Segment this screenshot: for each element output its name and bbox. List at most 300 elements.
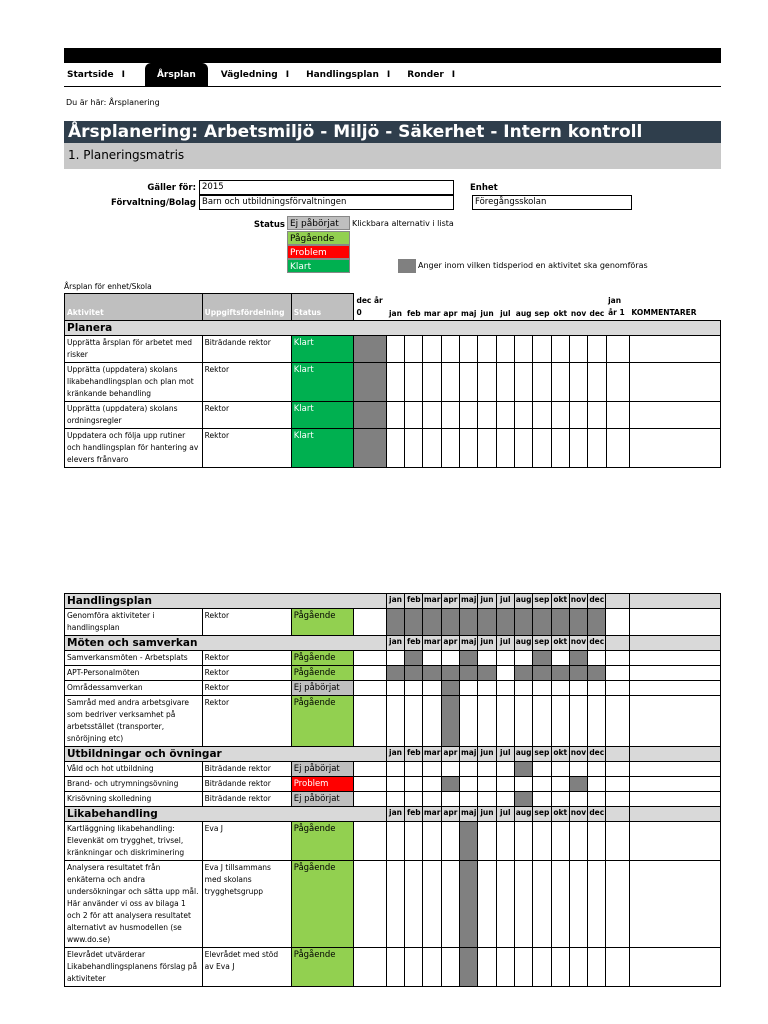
- jan-next-cell[interactable]: [606, 401, 629, 428]
- period-cell[interactable]: [551, 335, 569, 362]
- status-cell[interactable]: Klart: [291, 401, 354, 428]
- comment-cell[interactable]: [629, 651, 720, 666]
- period-cell[interactable]: [533, 666, 551, 681]
- period-cell[interactable]: [441, 335, 459, 362]
- period-cell[interactable]: [423, 822, 441, 861]
- period-cell[interactable]: [515, 428, 533, 467]
- period-cell[interactable]: [405, 609, 423, 636]
- period-cell[interactable]: [514, 666, 532, 681]
- period-cell[interactable]: [515, 335, 533, 362]
- period-cell[interactable]: [515, 401, 533, 428]
- period-cell[interactable]: [386, 401, 404, 428]
- period-cell[interactable]: [533, 609, 551, 636]
- period-cell[interactable]: [354, 401, 386, 428]
- period-cell[interactable]: [423, 335, 441, 362]
- period-cell[interactable]: [496, 948, 514, 987]
- period-cell[interactable]: [551, 762, 569, 777]
- period-cell[interactable]: [551, 609, 569, 636]
- period-cell[interactable]: [514, 792, 532, 807]
- period-cell[interactable]: [460, 792, 478, 807]
- period-cell[interactable]: [588, 762, 606, 777]
- period-cell[interactable]: [460, 822, 478, 861]
- period-cell[interactable]: [551, 861, 569, 948]
- status-cell[interactable]: Pågående: [291, 696, 354, 747]
- comment-cell[interactable]: [629, 762, 720, 777]
- period-cell[interactable]: [478, 777, 496, 792]
- period-cell[interactable]: [533, 681, 551, 696]
- month-header: maj: [460, 294, 478, 321]
- status-option-problem[interactable]: Problem: [287, 245, 350, 259]
- period-cell[interactable]: [405, 777, 423, 792]
- activity-cell: Elevrådet utvärderar Likabehandlingsplanens förslag på aktiviteter: [65, 948, 203, 987]
- header-status: Status: [291, 294, 354, 321]
- status-cell[interactable]: Ej påbörjat: [291, 792, 354, 807]
- enhet-label: Enhet: [470, 183, 498, 193]
- period-cell[interactable]: [478, 861, 496, 948]
- period-cell[interactable]: [423, 792, 441, 807]
- period-cell[interactable]: [386, 861, 404, 948]
- period-cell[interactable]: [569, 822, 587, 861]
- period-cell[interactable]: [496, 666, 514, 681]
- period-cell[interactable]: [423, 948, 441, 987]
- table-row: [65, 362, 721, 401]
- comment-cell[interactable]: [629, 362, 720, 401]
- period-cell[interactable]: [514, 861, 532, 948]
- month-header: dec: [588, 807, 606, 822]
- period-cell[interactable]: [441, 696, 459, 747]
- comment-cell[interactable]: [629, 792, 720, 807]
- comment-cell[interactable]: [629, 696, 720, 747]
- period-cell[interactable]: [441, 681, 459, 696]
- month-header: jan: [386, 594, 404, 609]
- period-cell[interactable]: [514, 609, 532, 636]
- status-option-ej[interactable]: Ej påbörjat: [287, 216, 350, 230]
- period-cell[interactable]: [386, 777, 404, 792]
- comment-cell[interactable]: [629, 666, 720, 681]
- period-cell[interactable]: [386, 335, 404, 362]
- period-cell[interactable]: [423, 609, 441, 636]
- status-cell[interactable]: Problem: [291, 777, 354, 792]
- period-cell[interactable]: [441, 666, 459, 681]
- jan-next-cell[interactable]: [606, 948, 629, 987]
- period-cell[interactable]: [569, 681, 587, 696]
- period-cell[interactable]: [588, 666, 606, 681]
- period-cell[interactable]: [478, 822, 496, 861]
- month-header: feb: [405, 294, 423, 321]
- period-cell[interactable]: [569, 651, 587, 666]
- nav-item-1[interactable]: Årsplan: [145, 63, 208, 87]
- nav-item-3[interactable]: Handlingsplan: [306, 69, 379, 80]
- jan-next-cell[interactable]: [606, 777, 629, 792]
- period-cell[interactable]: [405, 666, 423, 681]
- comment-cell[interactable]: [629, 609, 720, 636]
- period-cell[interactable]: [460, 948, 478, 987]
- period-cell[interactable]: [460, 666, 478, 681]
- period-cell[interactable]: [533, 777, 551, 792]
- period-cell[interactable]: [496, 822, 514, 861]
- activity-cell: Krisövning skolledning: [65, 792, 203, 807]
- period-cell[interactable]: [423, 696, 441, 747]
- period-cell[interactable]: [551, 401, 569, 428]
- month-header: jan: [386, 636, 404, 651]
- period-cell[interactable]: [386, 651, 404, 666]
- status-cell[interactable]: Ej påbörjat: [291, 762, 354, 777]
- period-cell[interactable]: [533, 822, 551, 861]
- comment-cell[interactable]: [629, 777, 720, 792]
- period-cell[interactable]: [515, 362, 533, 401]
- jan-next-cell[interactable]: [606, 335, 629, 362]
- period-cell[interactable]: [569, 335, 587, 362]
- period-cell[interactable]: [533, 792, 551, 807]
- period-cell[interactable]: [386, 681, 404, 696]
- period-cell[interactable]: [478, 792, 496, 807]
- table-row: [65, 401, 721, 428]
- period-cell[interactable]: [569, 948, 587, 987]
- period-cell[interactable]: [588, 696, 606, 747]
- period-cell[interactable]: [514, 777, 532, 792]
- period-cell[interactable]: [514, 822, 532, 861]
- period-cell[interactable]: [478, 428, 496, 467]
- period-cell[interactable]: [441, 428, 459, 467]
- period-cell[interactable]: [588, 335, 606, 362]
- period-cell[interactable]: [386, 822, 404, 861]
- period-cell[interactable]: [478, 401, 496, 428]
- jan-next-cell[interactable]: [606, 861, 629, 948]
- section-name: Handlingsplan: [65, 594, 387, 609]
- period-cell[interactable]: [441, 777, 459, 792]
- period-cell[interactable]: [478, 362, 496, 401]
- period-cell[interactable]: [478, 335, 496, 362]
- period-cell[interactable]: [514, 651, 532, 666]
- status-cell[interactable]: Klart: [291, 428, 354, 467]
- period-cell[interactable]: [588, 822, 606, 861]
- period-cell[interactable]: [588, 681, 606, 696]
- owner-cell: Eva J tillsammans med skolans trygghetsgrupp: [202, 861, 291, 948]
- period-cell[interactable]: [478, 666, 496, 681]
- period-cell[interactable]: [460, 861, 478, 948]
- period-cell[interactable]: [588, 861, 606, 948]
- period-cell[interactable]: [386, 696, 404, 747]
- period-cell[interactable]: [569, 696, 587, 747]
- status-cell[interactable]: Pågående: [291, 948, 354, 987]
- period-cell[interactable]: [423, 651, 441, 666]
- period-cell[interactable]: [569, 666, 587, 681]
- period-cell[interactable]: [423, 681, 441, 696]
- period-cell[interactable]: [386, 609, 404, 636]
- period-cell[interactable]: [405, 401, 423, 428]
- month-header: mar: [423, 294, 441, 321]
- enhet-field[interactable]: Föregångsskolan: [472, 195, 632, 210]
- period-cell[interactable]: [514, 762, 532, 777]
- status-cell[interactable]: Ej påbörjat: [291, 681, 354, 696]
- period-cell[interactable]: [496, 696, 514, 747]
- jan-next-cell[interactable]: [606, 696, 629, 747]
- period-cell[interactable]: [514, 948, 532, 987]
- period-cell[interactable]: [441, 609, 459, 636]
- period-cell[interactable]: [354, 696, 386, 747]
- period-cell[interactable]: [460, 681, 478, 696]
- table-row: [65, 651, 721, 666]
- table-row: [65, 609, 721, 636]
- period-cell[interactable]: [569, 792, 587, 807]
- status-cell[interactable]: Pågående: [291, 861, 354, 948]
- period-cell[interactable]: [551, 822, 569, 861]
- period-cell[interactable]: [460, 362, 478, 401]
- period-cell[interactable]: [496, 428, 514, 467]
- period-cell[interactable]: [569, 777, 587, 792]
- month-header: mar: [423, 747, 441, 762]
- period-cell[interactable]: [441, 762, 459, 777]
- period-cell[interactable]: [569, 362, 587, 401]
- status-label: Status: [253, 220, 285, 230]
- forvaltning-field[interactable]: Barn och utbildningsförvaltningen: [199, 195, 454, 210]
- period-cell[interactable]: [441, 792, 459, 807]
- period-cell[interactable]: [441, 861, 459, 948]
- period-cell[interactable]: [405, 792, 423, 807]
- period-cell[interactable]: [405, 822, 423, 861]
- period-cell[interactable]: [460, 762, 478, 777]
- jan-next-cell[interactable]: [606, 681, 629, 696]
- period-cell[interactable]: [588, 777, 606, 792]
- period-cell[interactable]: [551, 792, 569, 807]
- nav-separator: I: [451, 69, 456, 80]
- jan-next-cell[interactable]: [606, 428, 629, 467]
- period-cell[interactable]: [496, 681, 514, 696]
- period-cell[interactable]: [354, 428, 386, 467]
- period-cell[interactable]: [354, 762, 386, 777]
- period-cell[interactable]: [354, 362, 386, 401]
- period-cell[interactable]: [460, 428, 478, 467]
- period-cell[interactable]: [588, 948, 606, 987]
- period-cell[interactable]: [569, 428, 587, 467]
- table-row: [65, 681, 721, 696]
- month-header: jun: [478, 807, 496, 822]
- period-cell[interactable]: [569, 609, 587, 636]
- period-cell[interactable]: [354, 861, 386, 948]
- period-cell[interactable]: [533, 362, 551, 401]
- header-uppgift: Uppgiftsfördelning: [202, 294, 291, 321]
- comment-cell[interactable]: [629, 861, 720, 948]
- period-cell[interactable]: [588, 609, 606, 636]
- period-cell[interactable]: [551, 651, 569, 666]
- period-cell[interactable]: [569, 401, 587, 428]
- table-row: [65, 696, 721, 747]
- period-cell[interactable]: [533, 861, 551, 948]
- nav-item-2[interactable]: Vägledning: [220, 69, 278, 80]
- period-cell[interactable]: [405, 861, 423, 948]
- period-cell[interactable]: [386, 428, 404, 467]
- period-cell[interactable]: [441, 822, 459, 861]
- period-cell[interactable]: [405, 681, 423, 696]
- month-header: jun: [478, 594, 496, 609]
- period-cell[interactable]: [533, 651, 551, 666]
- period-cell[interactable]: [441, 401, 459, 428]
- period-cell[interactable]: [441, 651, 459, 666]
- status-cell[interactable]: Pågående: [291, 609, 354, 636]
- month-header: mar: [423, 594, 441, 609]
- comment-cell[interactable]: [629, 428, 720, 467]
- period-cell[interactable]: [551, 948, 569, 987]
- period-cell[interactable]: [460, 609, 478, 636]
- month-header: sep: [533, 636, 551, 651]
- period-cell[interactable]: [551, 362, 569, 401]
- period-cell[interactable]: [588, 362, 606, 401]
- section-name: Möten och samverkan: [65, 636, 387, 651]
- month-header: apr: [441, 807, 459, 822]
- period-cell[interactable]: [533, 696, 551, 747]
- period-cell[interactable]: [354, 681, 386, 696]
- period-cell[interactable]: [551, 696, 569, 747]
- period-cell[interactable]: [496, 861, 514, 948]
- header-cell: [606, 594, 629, 609]
- status-cell[interactable]: Klart: [291, 362, 354, 401]
- period-cell[interactable]: [496, 362, 514, 401]
- month-header: sep: [533, 807, 551, 822]
- nav-item-0[interactable]: Startside: [67, 69, 114, 80]
- period-cell[interactable]: [405, 428, 423, 467]
- status-hint: Klickbara alternativ i lista: [352, 219, 454, 228]
- period-cell[interactable]: [551, 428, 569, 467]
- period-cell[interactable]: [354, 651, 386, 666]
- period-cell[interactable]: [386, 792, 404, 807]
- table-row: [65, 762, 721, 777]
- period-cell[interactable]: [588, 401, 606, 428]
- period-cell[interactable]: [460, 696, 478, 747]
- month-header: maj: [460, 636, 478, 651]
- period-cell[interactable]: [478, 948, 496, 987]
- period-cell[interactable]: [354, 948, 386, 987]
- jan-next-cell[interactable]: [606, 651, 629, 666]
- owner-cell: Rektor: [202, 651, 291, 666]
- period-cell[interactable]: [496, 335, 514, 362]
- period-cell[interactable]: [354, 792, 386, 807]
- owner-cell: Rektor: [202, 696, 291, 747]
- period-cell[interactable]: [496, 401, 514, 428]
- month-header: dec: [588, 594, 606, 609]
- period-cell[interactable]: [405, 948, 423, 987]
- status-cell[interactable]: Pågående: [291, 822, 354, 861]
- period-cell[interactable]: [478, 681, 496, 696]
- period-cell[interactable]: [460, 335, 478, 362]
- period-cell[interactable]: [551, 666, 569, 681]
- top-black-bar: [64, 48, 721, 63]
- month-header: feb: [405, 807, 423, 822]
- galler-field[interactable]: 2015: [199, 180, 454, 195]
- period-cell[interactable]: [423, 762, 441, 777]
- jan-next-cell[interactable]: [606, 792, 629, 807]
- status-option-klart[interactable]: Klart: [287, 259, 350, 273]
- comment-cell[interactable]: [629, 681, 720, 696]
- period-cell[interactable]: [460, 651, 478, 666]
- period-cell[interactable]: [478, 651, 496, 666]
- period-cell[interactable]: [354, 609, 386, 636]
- month-header: maj: [460, 747, 478, 762]
- period-cell[interactable]: [478, 762, 496, 777]
- period-cell[interactable]: [460, 777, 478, 792]
- period-cell[interactable]: [405, 762, 423, 777]
- period-cell[interactable]: [478, 696, 496, 747]
- period-cell[interactable]: [386, 948, 404, 987]
- status-option-pagaende[interactable]: Pågående: [287, 231, 350, 245]
- jan-next-cell[interactable]: [606, 609, 629, 636]
- status-cell[interactable]: Pågående: [291, 666, 354, 681]
- period-cell[interactable]: [386, 762, 404, 777]
- status-cell[interactable]: Pågående: [291, 651, 354, 666]
- jan-next-cell[interactable]: [606, 362, 629, 401]
- activity-cell: Samverkansmöten - Arbetsplats: [65, 651, 203, 666]
- period-cell[interactable]: [354, 666, 386, 681]
- period-cell[interactable]: [569, 762, 587, 777]
- comment-cell[interactable]: [629, 335, 720, 362]
- activity-cell: Analysera resultatet från enkäterna och andra undersökningar och sätta upp mål. Här använder vi oss av bilaga 1 och 2 för att analysera resultatet alternativt av husmodellen (se www.do.se): [65, 861, 203, 948]
- period-cell[interactable]: [354, 777, 386, 792]
- period-cell[interactable]: [460, 401, 478, 428]
- period-cell[interactable]: [423, 861, 441, 948]
- period-cell[interactable]: [514, 696, 532, 747]
- period-cell[interactable]: [551, 681, 569, 696]
- jan-next-cell[interactable]: [606, 762, 629, 777]
- period-cell[interactable]: [569, 861, 587, 948]
- period-cell[interactable]: [478, 609, 496, 636]
- owner-cell: Rektor: [202, 362, 291, 401]
- period-cell[interactable]: [423, 428, 441, 467]
- period-cell[interactable]: [405, 362, 423, 401]
- period-cell[interactable]: [354, 822, 386, 861]
- period-cell[interactable]: [496, 777, 514, 792]
- period-cell[interactable]: [533, 401, 551, 428]
- period-cell[interactable]: [496, 792, 514, 807]
- period-cell[interactable]: [588, 428, 606, 467]
- period-cell[interactable]: [386, 362, 404, 401]
- month-header: maj: [460, 807, 478, 822]
- period-cell[interactable]: [386, 666, 404, 681]
- period-cell[interactable]: [423, 666, 441, 681]
- period-cell[interactable]: [441, 362, 459, 401]
- period-cell[interactable]: [423, 362, 441, 401]
- period-cell[interactable]: [423, 401, 441, 428]
- period-cell[interactable]: [533, 948, 551, 987]
- period-cell[interactable]: [354, 335, 386, 362]
- comment-cell[interactable]: [629, 401, 720, 428]
- period-cell[interactable]: [551, 777, 569, 792]
- month-header: apr: [441, 636, 459, 651]
- period-cell[interactable]: [496, 609, 514, 636]
- period-cell[interactable]: [496, 651, 514, 666]
- period-cell[interactable]: [533, 762, 551, 777]
- header-kommentarer: KOMMENTARER: [629, 294, 720, 321]
- period-cell[interactable]: [441, 948, 459, 987]
- period-cell[interactable]: [588, 792, 606, 807]
- jan-next-cell[interactable]: [606, 822, 629, 861]
- month-header: okt: [551, 807, 569, 822]
- nav-item-4[interactable]: Ronder: [407, 69, 444, 80]
- month-header: dec: [588, 636, 606, 651]
- status-cell[interactable]: Klart: [291, 335, 354, 362]
- period-cell[interactable]: [533, 428, 551, 467]
- comment-cell[interactable]: [629, 948, 720, 987]
- period-cell[interactable]: [405, 335, 423, 362]
- jan-next-cell[interactable]: [606, 666, 629, 681]
- period-cell[interactable]: [588, 651, 606, 666]
- period-cell[interactable]: [405, 696, 423, 747]
- period-cell[interactable]: [514, 681, 532, 696]
- period-cell[interactable]: [496, 762, 514, 777]
- period-cell[interactable]: [533, 335, 551, 362]
- period-cell[interactable]: [423, 777, 441, 792]
- table-row: [65, 428, 721, 467]
- comment-cell[interactable]: [629, 822, 720, 861]
- period-cell[interactable]: [405, 651, 423, 666]
